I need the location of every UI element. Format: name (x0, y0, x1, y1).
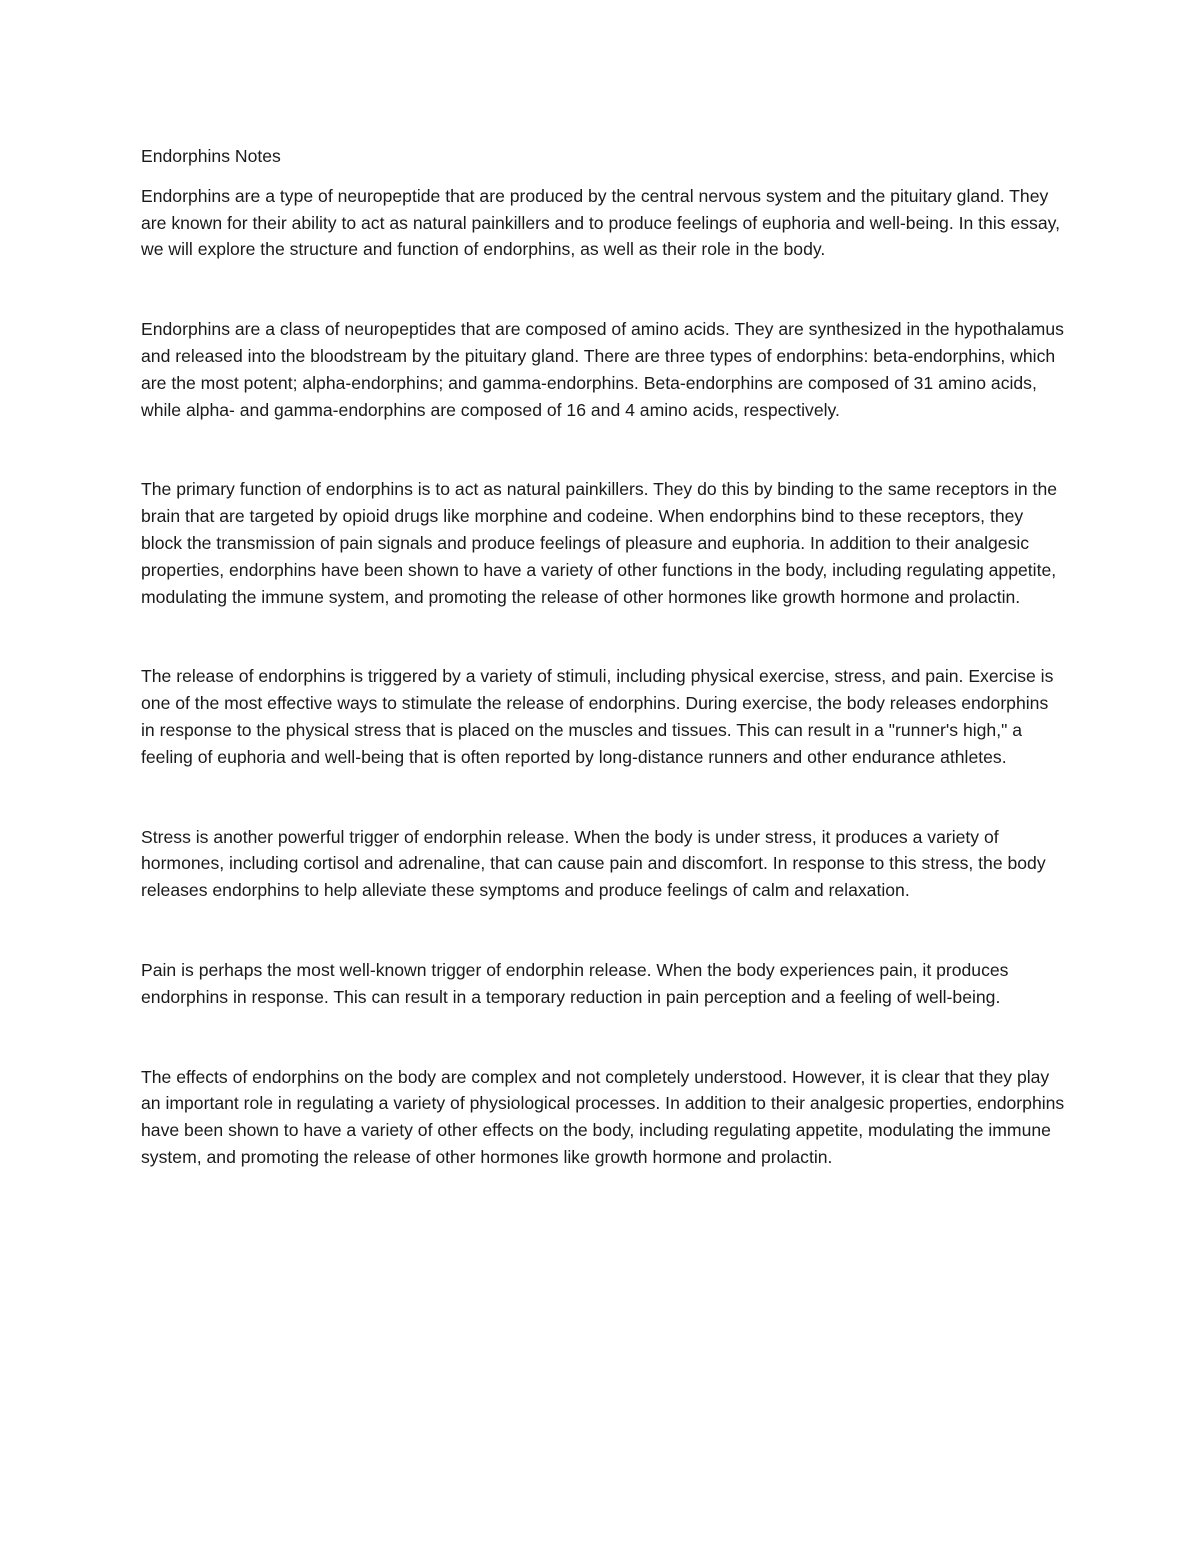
paragraph-release-triggers: The release of endorphins is triggered by a variety of stimuli, including physical exercise, stress, and pain. Exercise is one of the most effective ways to stimulate the release of endorphins. During exercise, the body releases endorphins in response to the physical stress that is placed on the muscles and tissues. This can result in a "runner's high," a feeling of euphoria and well-being that is often reported by long-distance runners and other endurance athletes. (141, 666, 1054, 767)
paragraph-primary-function: The primary function of endorphins is to act as natural painkillers. They do this by binding to the same receptors in the brain that are targeted by opioid drugs like morphine and codeine. When endorphins bind to these receptors, they block the transmission of pain signals and produce feelings of pleasure and euphoria. In addition to their analgesic properties, endorphins have been shown to have a variety of other functions in the body, including regulating appetite, modulating the immune system, and promoting the release of other hormones like growth hormone and prolactin. (141, 479, 1058, 607)
paragraph-pain: Pain is perhaps the most well-known trigger of endorphin release. When the body experiences pain, it produces endorphins in response. This can result in a temporary reduction in pain perception and a feeling of well-being. (141, 959, 1009, 1007)
paragraph-effects: The effects of endorphins on the body are complex and not completely understood. However, it is clear that they play an important role in regulating a variety of physiological processes. In addition to their analgesic properties, endorphins have been shown to have a variety of other effects on the body, including regulating appetite, modulating the immune system, and promoting the release of other hormones like growth hormone and prolactin. (141, 1066, 1065, 1167)
paragraph-introduction: Endorphins are a type of neuropeptide that are produced by the central nervous system and the pituitary gland. They are known for their ability to act as natural painkillers and to produce feelings of euphoria and well-being. In this essay, we will explore the structure and function of endorphins, as well as their role in the body. (141, 185, 1060, 260)
document-title: Endorphins Notes (141, 146, 281, 166)
paragraph-structure: Endorphins are a class of neuropeptides that are composed of amino acids. They are synthesized in the hypothalamus and released into the bloodstream by the pituitary gland. There are three types of endorphins: beta-endorphins, which are the most potent; alpha-endorphins; and gamma-endorphins. Beta-endorphins are composed of 31 amino acids, while alpha- and gamma-endorphins are composed of 16 and 4 amino acids, respectively. (141, 319, 1064, 420)
document-body (141, 143, 1066, 1171)
paragraph-stress: Stress is another powerful trigger of endorphin release. When the body is under stress, it produces a variety of hormones, including cortisol and adrenaline, that can cause pain and discomfort. In response to this stress, the body releases endorphins to help alleviate these symptoms and produce feelings of calm and relaxation. (141, 826, 1046, 901)
